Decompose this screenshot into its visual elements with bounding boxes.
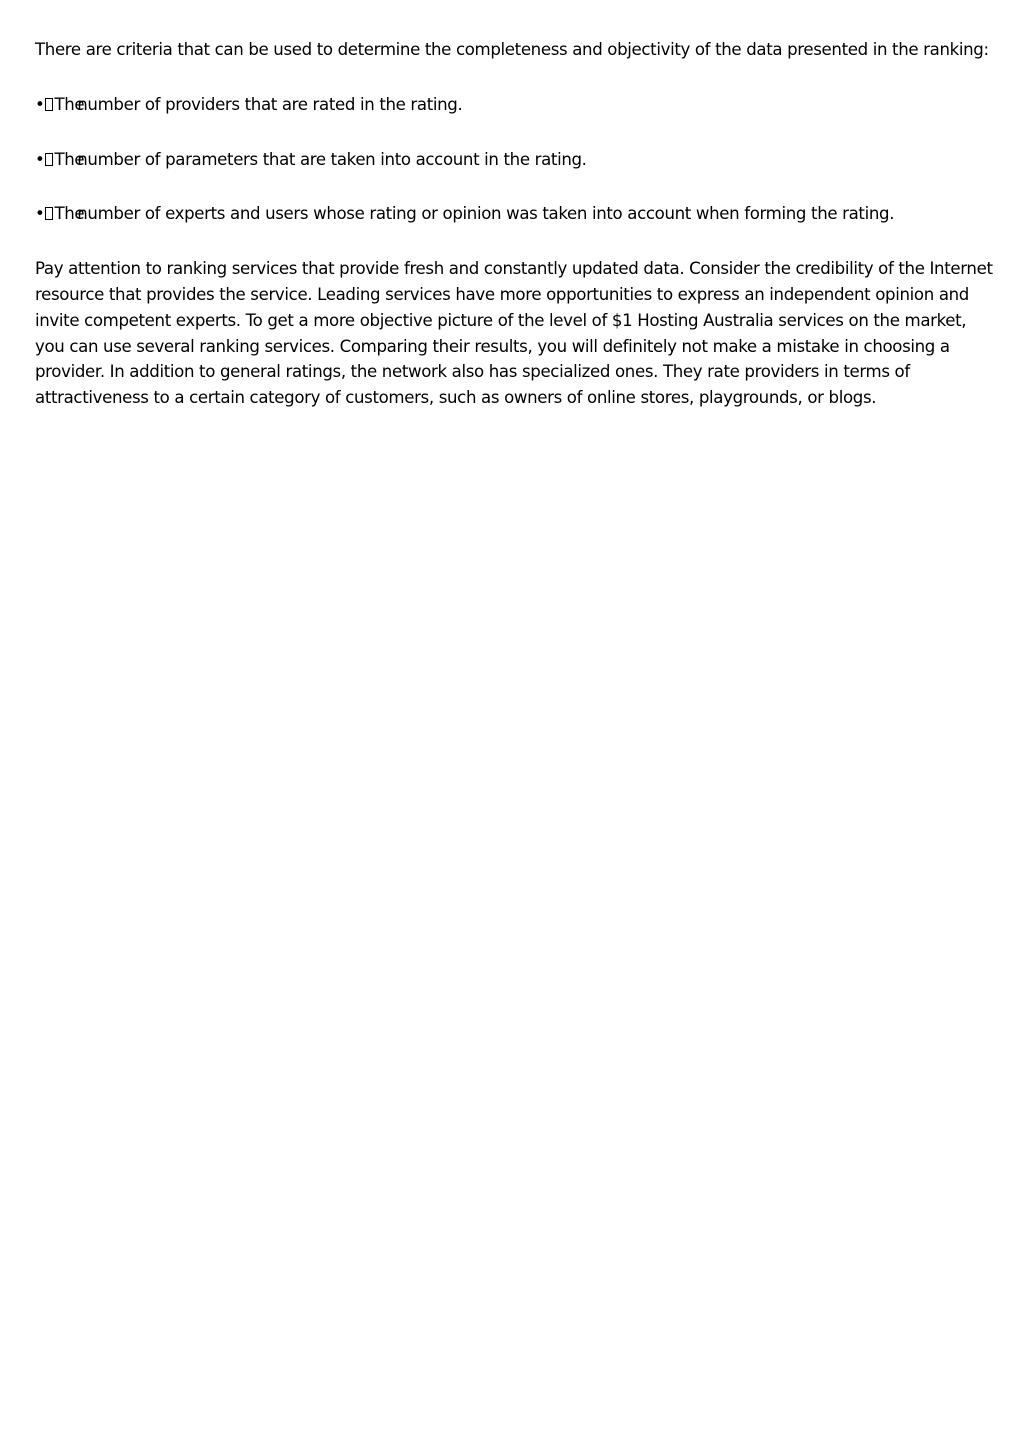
document-page — [35, 37, 995, 411]
bullet-icon: • — [35, 204, 45, 224]
bullet-text: number of experts and users whose rating or opinion was taken into account when forming the rating. — [77, 204, 895, 224]
bullet-lead-word: The — [54, 94, 85, 114]
bullet-item — [35, 92, 995, 118]
bullet-lead-word: The — [54, 204, 85, 224]
bullet-text: number of providers that are rated in the rating. — [77, 94, 463, 114]
bullet-lead-word: The — [54, 149, 85, 169]
missing-glyph-icon — [45, 98, 53, 111]
missing-glyph-icon — [45, 207, 53, 220]
intro-paragraph: There are criteria that can be used to determine the completeness and objectivity of the data presented in the ranking: — [35, 40, 989, 59]
bullet-icon: • — [35, 149, 45, 169]
bullet-text: number of parameters that are taken into account in the rating. — [77, 149, 587, 169]
missing-glyph-icon — [45, 153, 53, 166]
bullet-icon: • — [35, 94, 45, 114]
bullet-item — [35, 147, 995, 173]
body-paragraph: Pay attention to ranking services that provide fresh and constantly updated data. Consider the credibility of the Internet resource that provides the service. Leading services have more opportunities to express an independent opinion and invite competent experts. To get a more objective picture of the level of $1 Hosting Australia services on the market, you can use several ranking services. Comparing their results, you will definitely not make a mistake in choosing a provider. In addition to general ratings, the network also has specialized ones. They rate providers in terms of attractiveness to a certain category of customers, such as owners of online stores, playgrounds, or blogs. — [35, 259, 993, 408]
bullet-item — [35, 201, 995, 227]
